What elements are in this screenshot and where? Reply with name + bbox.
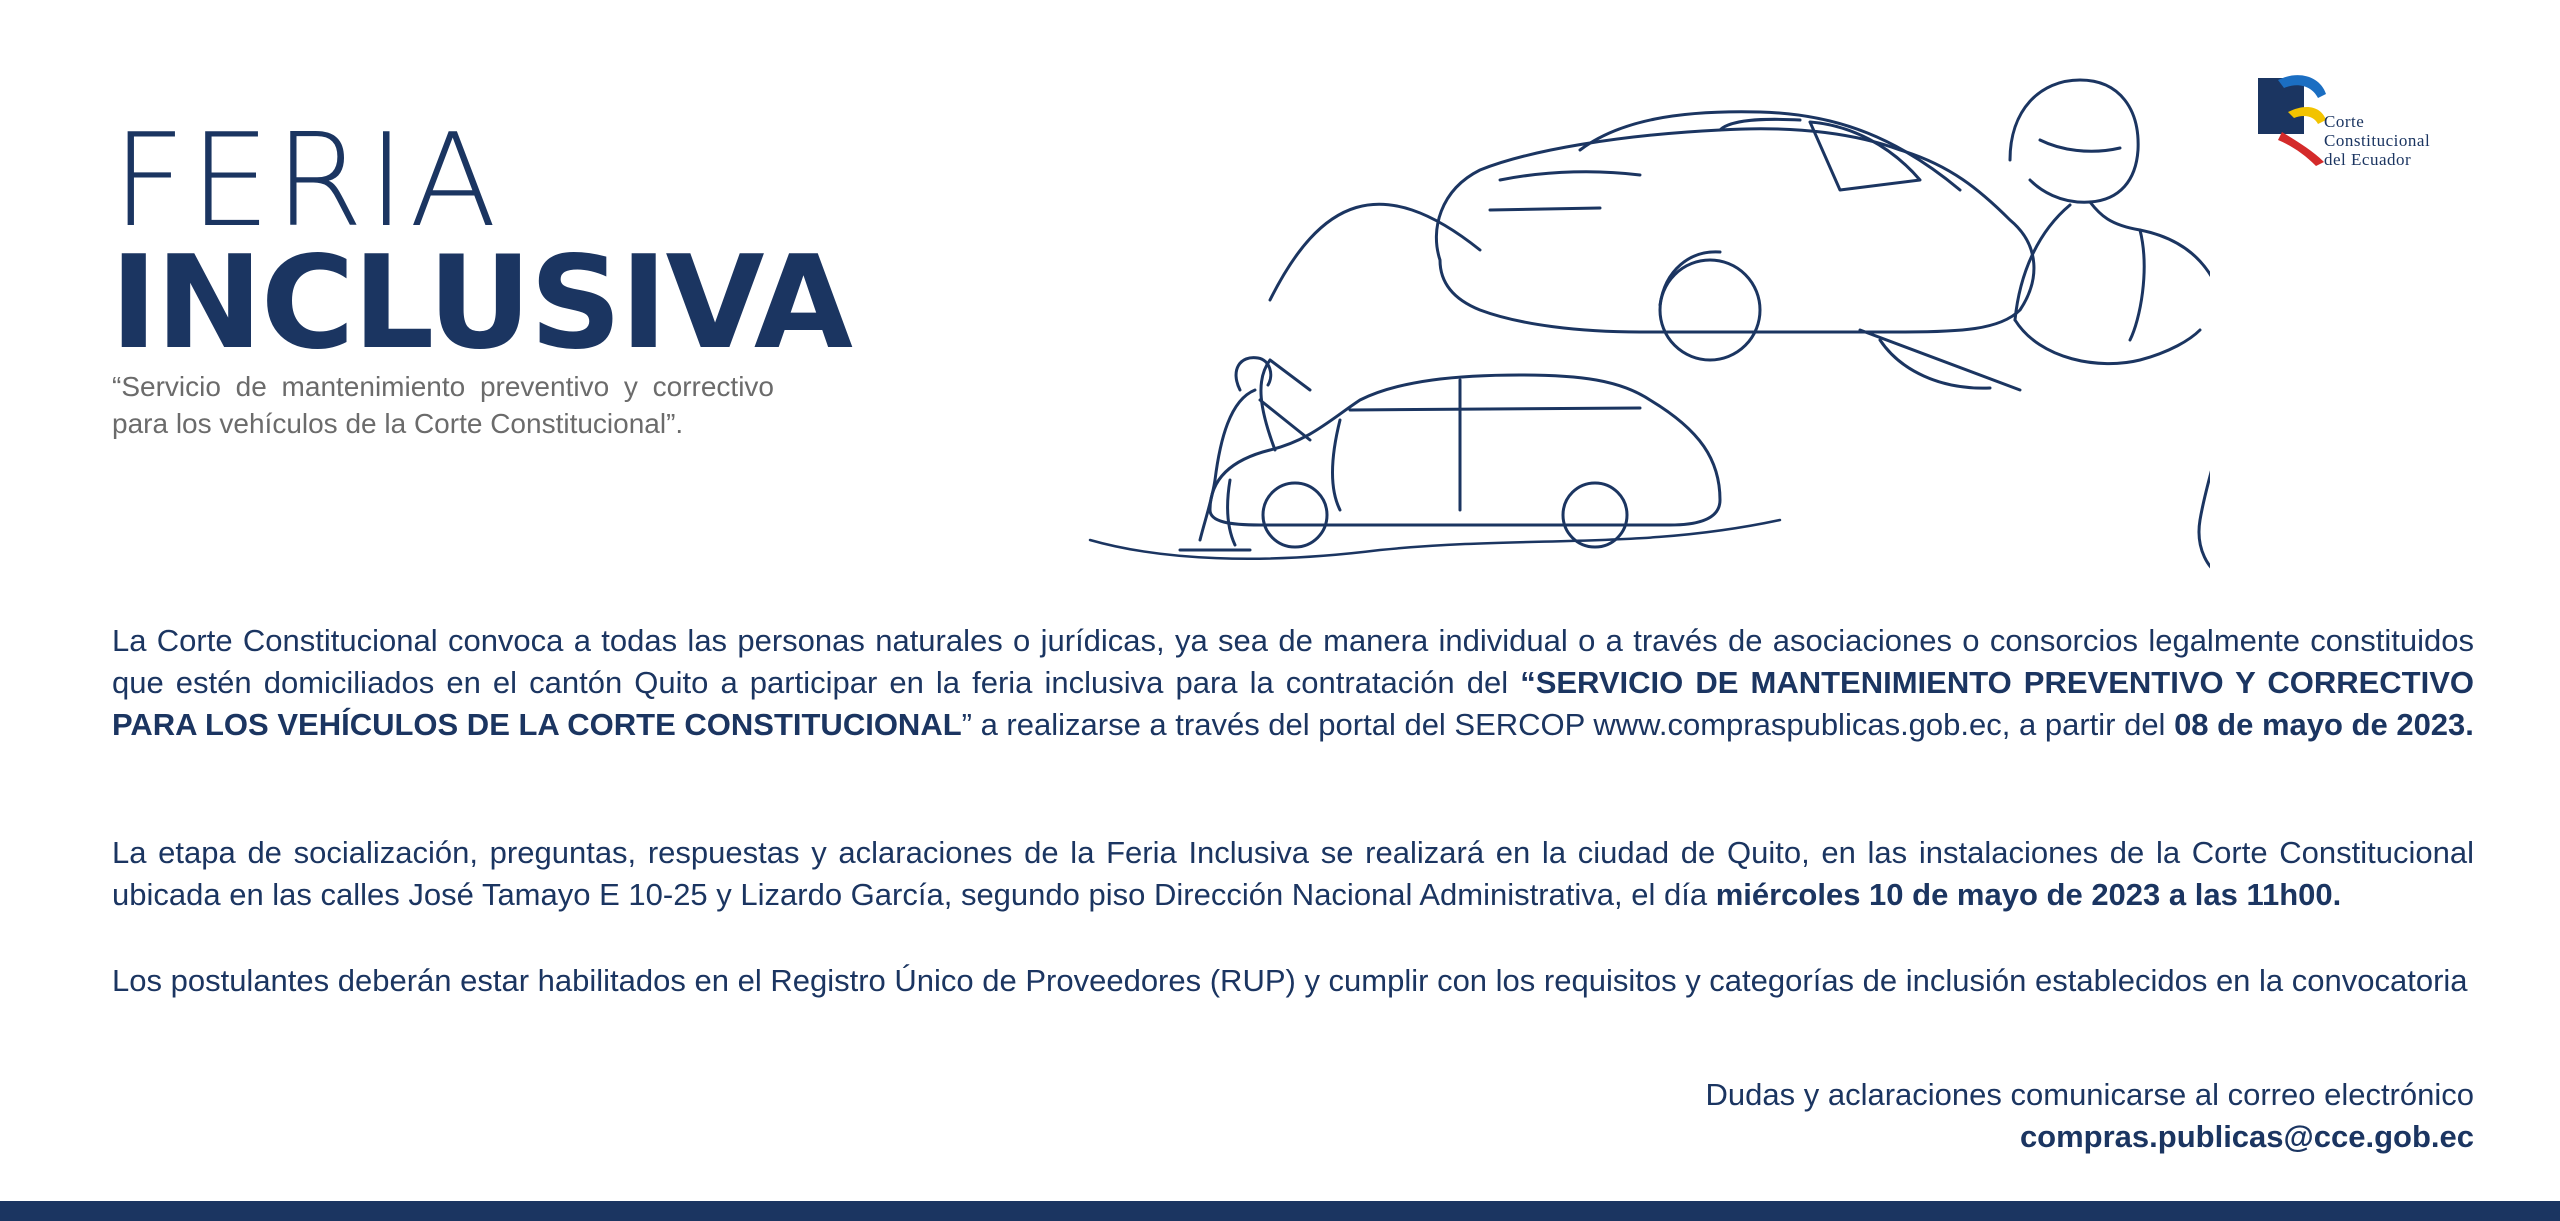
p1-text-1: La Corte Constitucional convoca a todas las personas naturales o jurídicas, ya sea de manera individual o a través de asociaciones o consorcios legalmente constituidos que estén domiciliados en el cantón Quito a participar en la feria inclusiva para la contratación del (112, 623, 2474, 700)
paragraph-socializacion (112, 832, 2474, 916)
logo-line-1: Corte (2324, 112, 2365, 131)
p1-text-2: ” a realizarse a través del portal del SERCOP www.compraspublicas.gob.ec, a partir del (961, 707, 2175, 742)
contact-label: Dudas y aclaraciones comunicarse al correo electrónico (1705, 1077, 2474, 1112)
p2-text-1: La etapa de socialización, preguntas, respuestas y aclaraciones de la Feria Inclusiva se realizará en la ciudad de Quito, en las instalaciones de la Corte Constitucional ubicada en las calles José Tamayo E 10-25 y Lizardo García, segundo piso Dirección Nacional Administrativa, el día (112, 835, 2474, 912)
paragraph-requisitos: Los postulantes deberán estar habilitados en el Registro Único de Proveedores (RUP) y cumplir con los requisitos y categorías de inclusión establecidos en la convocatoria (112, 963, 2468, 998)
contact-block (1706, 1074, 2474, 1158)
title-feria: FERIA (112, 107, 501, 256)
paragraph-convocatoria (112, 620, 2474, 746)
upper-car-drawing (1270, 112, 2034, 360)
logo-line-2: Constitucional (2324, 131, 2431, 150)
logo-text (2324, 112, 2430, 169)
p1-date: 08 de mayo de 2023. (2174, 707, 2474, 742)
subtitle: “Servicio de mantenimiento preventivo y correctivo para los vehículos de la Corte Constitucional”. (112, 371, 774, 439)
p2-date: miércoles 10 de mayo de 2023 a las 11h00. (1715, 877, 2342, 912)
lower-car-drawing (1210, 360, 1720, 547)
p1-service-name: “SERVICIO DE MANTENIMIENTO PREVENTIVO Y CORRECTIVO PARA LOS VEHÍCULOS DE LA CORTE CONSTITUCIONAL (112, 665, 2474, 742)
footer-bar (0, 1201, 2560, 1221)
mechanic-drawing (1180, 358, 1310, 550)
logo-line-3: del Ecuador (2324, 150, 2412, 169)
vehicle-maintenance-illustration (1080, 40, 2210, 580)
title-inclusiva: INCLUSIVA (110, 229, 851, 378)
contact-email: compras.publicas@cce.gob.ec (2019, 1119, 2474, 1154)
